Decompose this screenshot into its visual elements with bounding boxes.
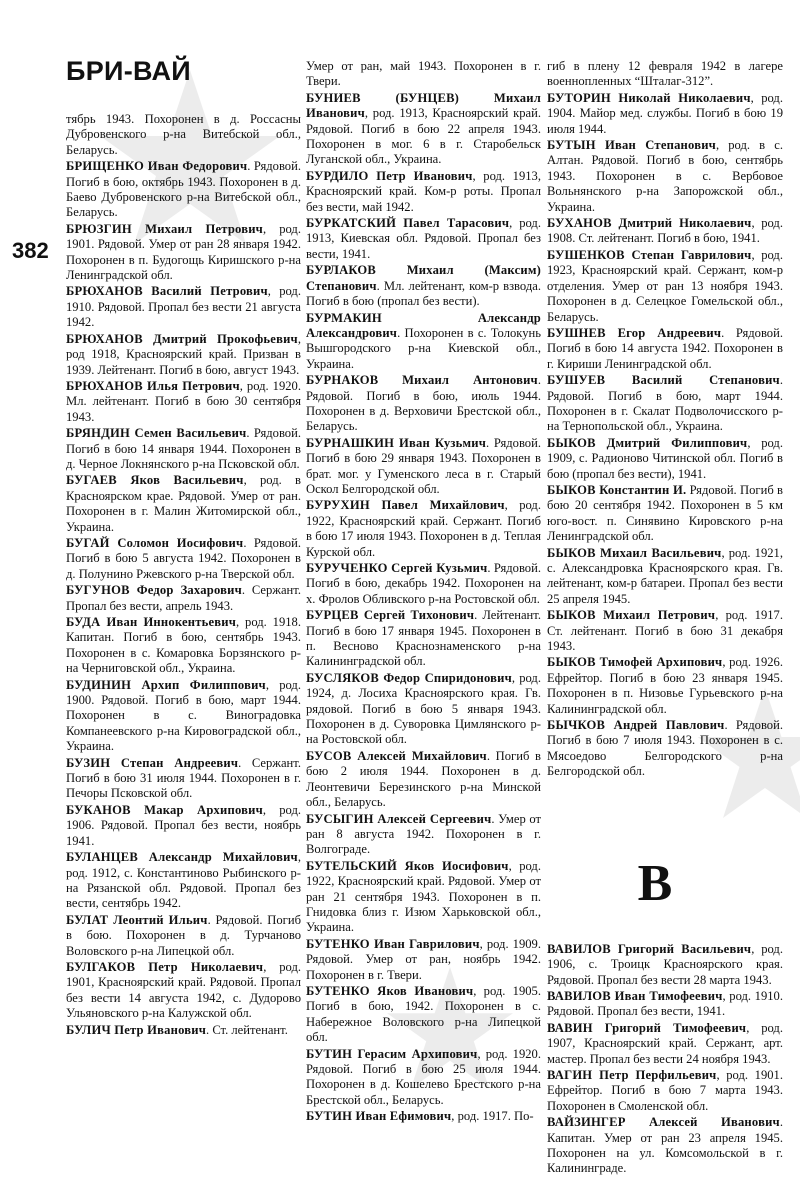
entry-text: . Рядовой. Погиб в бою 5 августа 1942. Похоронен в д. Полунино Ржевского р-на Тверской обл.: [66, 536, 301, 581]
entry-name: БУТЕЛЬСКИЙ Яков Иосифович: [306, 859, 509, 873]
entry: [66, 284, 301, 330]
entry-name: БЫКОВ Тимофей Архипович: [547, 655, 722, 669]
entry-name: БУШУЕВ Василий Степанович: [547, 373, 780, 387]
entry-text: , род. 1926. Ефрейтор. Погиб в бою 23 января 1945. Похоронен в п. Низовье Гурьевского р-на Калининградской обл.: [547, 655, 783, 715]
text-column-3: [547, 59, 783, 1178]
entry-text: гиб в плену 12 февраля 1942 в лагере военнопленных “Шталаг-312”.: [547, 59, 783, 88]
entry: [547, 91, 783, 137]
entry-text: . Рядовой. Погиб в бою 29 января 1943. Похоронен в брат. мог. у Гуменского леса в г. Старый Оскол Белгородской обл.: [306, 436, 541, 496]
entry: [306, 1109, 541, 1124]
entry-name: БУЛАТ Леонтий Ильич: [66, 913, 208, 927]
entry-name: БУТЫН Иван Степанович: [547, 138, 716, 152]
entry-text: . Мл. лейтенант, ком-р взвода. Погиб в бою (пропал без вести).: [306, 279, 541, 308]
entry-text: , род. 1917. Ст. лейтенант. Погиб в бою 31 декабря 1943.: [547, 608, 783, 653]
entry: [547, 248, 783, 325]
entry-text: , род. 1917. По-: [451, 1109, 533, 1123]
entry-name: БЫКОВ Михаил Петрович: [547, 608, 715, 622]
entry-text: тябрь 1943. Похоронен в д. Россасны Дубровенского р-на Витебской обл., Беларусь.: [66, 112, 301, 157]
entry-text: . Лейтенант. Погиб в бою 17 января 1945. Похоронен в п. Весново Краснознаменского р-на Калининградской обл.: [306, 608, 541, 668]
entry-text: . Рядовой. Погиб в бою 7 июля 1943. Похоронен в с. Мясоедово Белгородского р-на Белгородской обл.: [547, 718, 783, 778]
entry: [66, 379, 301, 425]
entry-name: БУТИН Герасим Архипович: [306, 1047, 477, 1061]
entry-text: , род. 1923, Красноярский край. Сержант, ком-р отделения. Умер от ран 13 ноября 1943. Похоронен в д. Селецкое Гомельской обл., Беларусь.: [547, 248, 783, 324]
entry: [547, 326, 783, 372]
entry-name: БРЯНДИН Семен Васильевич: [66, 426, 246, 440]
entry: [547, 1021, 783, 1067]
entry-name: БУСЛЯКОВ Федор Спиридонович: [306, 671, 512, 685]
entry-name: ВАЙЗИНГЕР Алексей Иванович: [547, 1115, 780, 1129]
entry-text: . Сержант. Пропал без вести, апрель 1943.: [66, 583, 301, 612]
entry-text: Рядовой. Погиб в бою 20 сентября 1942. Похоронен в 5 км юго-вост. п. Синявино Кировского р-на Ленинградской обл.: [547, 483, 783, 543]
entry-text: . Рядовой. Погиб в бою, март 1944. Похоронен в г. Скалат Подволочисского р-на Тернопольской обл., Украина.: [547, 373, 783, 433]
entry-name: БУГАЕВ Яков Васильевич: [66, 473, 244, 487]
entry: [547, 59, 783, 90]
entry: [306, 311, 541, 373]
entry-name: БЫКОВ Михаил Васильевич: [547, 546, 721, 560]
entry-text: , род. в с. Алтан. Рядовой. Погиб в бою, сентябрь 1943. Похоронен в с. Вербовое Вольнянского р-на Запорожской обл., Украина.: [547, 138, 783, 214]
entry: [66, 583, 301, 614]
entry-name: БУРНАКОВ Михаил Антонович: [306, 373, 538, 387]
entry-name: БУГУНОВ Федор Захарович: [66, 583, 242, 597]
entry-text: , род. 1909, с. Радионово Читинской обл. Погиб в бою (пропал без вести), 1941.: [547, 436, 783, 481]
entry: [66, 112, 301, 158]
entry: [66, 615, 301, 677]
section-letter-heading: В: [527, 858, 783, 910]
entry: [66, 426, 301, 472]
entry: [66, 536, 301, 582]
entry-name: БЫКОВ Константин И.: [547, 483, 686, 497]
entry: [306, 749, 541, 811]
entry-text: . Умер от ран 8 августа 1942. Похоронен в г. Волгограде.: [306, 812, 541, 857]
entry-name: БУЗИН Степан Андреевич: [66, 756, 238, 770]
entry-name: БЫКОВ Дмитрий Филиппович: [547, 436, 747, 450]
entry-name: БУНИЕВ (БУНЦЕВ) Михаил Иванович: [306, 91, 541, 120]
entry-text: , род. 1904. Майор мед. службы. Погиб в бою 19 июля 1944.: [547, 91, 783, 136]
entry-text: . Капитан. Умер от ран 23 апреля 1945. Похоронен на ул. Комсомольской в г. Калининграде.: [547, 1115, 783, 1175]
entry-text: , род. 1906. Рядовой. Пропал без вести, ноябрь 1941.: [66, 803, 301, 848]
running-head: БРИ-ВАЙ: [66, 56, 191, 87]
entry-name: БУТОРИН Николай Николаевич: [547, 91, 751, 105]
entry: [306, 263, 541, 309]
entry-name: ВАВИЛОВ Иван Тимофеевич: [547, 989, 723, 1003]
entry: [66, 850, 301, 912]
entry-text: , род. 1913, Красноярский край. Ком-р роты. Пропал без вести, май 1942.: [306, 169, 541, 214]
entry: [306, 1047, 541, 1109]
entry-text: , род. 1901. Рядовой. Умер от ран 28 января 1942. Похоронен в п. Будогощь Киришского р-на Ленинградской обл.: [66, 222, 301, 282]
entry: [66, 332, 301, 378]
entry-name: БРЮХАНОВ Василий Петрович: [66, 284, 268, 298]
entry: [547, 546, 783, 608]
entry-name: БУРКАТСКИЙ Павел Тарасович: [306, 216, 509, 230]
entry-name: БУТЕНКО Иван Гаврилович: [306, 937, 480, 951]
entry: [306, 59, 541, 90]
entry-text: , род. 1900. Рядовой. Погиб в бою, март 1944. Похоронен в с. Виноградовка Компанеевского р-на Кировоградской обл., Украина.: [66, 678, 301, 754]
entry: [306, 608, 541, 670]
entry-text: , род. 1905. Погиб в бою, 1942. Похоронен в с. Набережное Воловского р-на Липецкой обл.: [306, 984, 541, 1044]
entry: [66, 159, 301, 221]
entry-text: . Рядовой. Погиб в бою 14 августа 1942. Похоронен в г. Кириши Ленинградской обл.: [547, 326, 783, 371]
entry-text: , род. 1901, Красноярский край. Рядовой. Пропал без вести 14 августа 1942, с. Дудорово Ульяновского р-на Калужской обл.: [66, 960, 301, 1020]
entry-text: , род. 1910. Рядовой. Пропал без вести 21 августа 1942.: [66, 284, 301, 329]
entry: [306, 498, 541, 560]
entry: [66, 960, 301, 1022]
entry: [306, 859, 541, 936]
entry-name: БУХАНОВ Дмитрий Николаевич: [547, 216, 751, 230]
entry-name: БУРНАШКИН Иван Кузьмич: [306, 436, 486, 450]
entry-name: БУСОВ Алексей Михайлович: [306, 749, 487, 763]
entry-name: БУДИНИН Архип Филиппович: [66, 678, 266, 692]
entry: [547, 373, 783, 435]
entry-name: ВАВИЛОВ Григорий Васильевич: [547, 942, 751, 956]
entry-text: , род. 1922, Красноярский край. Рядовой. Умер от ран 21 сентября 1943. Похоронен в п. Гнидовка близ г. Изюм Харьковской обл., Украина.: [306, 859, 541, 935]
entry-text: , род. в Красноярском крае. Рядовой. Умер от ран. Похоронен в г. Малин Житомирской обл., Украина.: [66, 473, 301, 533]
entry: [547, 942, 783, 988]
entry-name: БЫЧКОВ Андрей Павлович: [547, 718, 724, 732]
text-column-1: [66, 112, 301, 1039]
entry: [547, 483, 783, 545]
entry-name: ВАВИН Григорий Тимофеевич: [547, 1021, 746, 1035]
entry-name: БУДА Иван Иннокентьевич: [66, 615, 236, 629]
entry-text: , род. 1906, с. Троицк Красноярского края. Рядовой. Пропал без вести 28 марта 1943.: [547, 942, 783, 987]
entry-text: , род. 1924, д. Лосиха Красноярского края. Гв. рядовой. Погиб в бою 5 января 1943. Похоронен в д. Суворовка Цимлянского р-на Ростовской обл.: [306, 671, 541, 747]
entry: [66, 678, 301, 755]
entry-text: . Рядовой. Погиб в бою. Похоронен в д. Турчаново Воловского р-на Липецкой обл.: [66, 913, 301, 958]
entry-name: БРИЩЕНКО Иван Федорович: [66, 159, 247, 173]
entry-name: БУРУХИН Павел Михайлович: [306, 498, 505, 512]
entry: [547, 436, 783, 482]
entry-name: БРЮХАНОВ Дмитрий Прокофьевич: [66, 332, 298, 346]
entry: [306, 91, 541, 168]
entry: [66, 1023, 301, 1038]
entry-text: , род. 1909. Рядовой. Умер от ран, ноябрь 1942. Похоронен в г. Твери.: [306, 937, 541, 982]
entry-text: . Рядовой. Погиб в бою, июль 1944. Похоронен в д. Верховичи Брестской обл., Беларусь.: [306, 373, 541, 433]
entry-name: БУЛГАКОВ Петр Николаевич: [66, 960, 263, 974]
entry-name: БУГАЙ Соломон Иосифович: [66, 536, 243, 550]
entry-name: БУРЦЕВ Сергей Тихонович: [306, 608, 474, 622]
entry-text: , род. 1901. Ефрейтор. Погиб в бою 7 марта 1943. Похоронен в Смоленской обл.: [547, 1068, 783, 1113]
page-number: 382: [12, 238, 49, 264]
entry-text: , род. 1910. Рядовой. Пропал без вести, 1941.: [547, 989, 783, 1018]
entry-name: БУКАНОВ Макар Архипович: [66, 803, 263, 817]
entry-name: БРЮЗГИН Михаил Петрович: [66, 222, 263, 236]
entry: [66, 222, 301, 284]
entry: [547, 655, 783, 717]
entry-text: . Рядовой. Погиб в бою, октябрь 1943. Похоронен в д. Баево Дубровенского р-на Витебской обл., Беларусь.: [66, 159, 301, 219]
entry: [306, 984, 541, 1046]
entry-text: , род. 1918. Капитан. Погиб в бою, сентябрь 1943. Похоронен в с. Комаровка Борзянского р-на Черниговской обл., Украина.: [66, 615, 301, 675]
entry-text: , род 1918, Красноярский край. Призван в 1939. Лейтенант. Погиб в бою, август 1943.: [66, 332, 301, 377]
entry-name: БУШНЕВ Егор Андреевич: [547, 326, 721, 340]
entry-text: . Ст. лейтенант.: [206, 1023, 288, 1037]
entry: [547, 989, 783, 1020]
entry-text: , род. 1913, Киевская обл. Рядовой. Пропал без вести, 1941.: [306, 216, 541, 261]
entry-text: , род. 1920. Рядовой. Погиб в бою 25 июля 1944. Похоронен в д. Кошелево Брестского р-на Брестской обл., Беларусь.: [306, 1047, 541, 1107]
entry-text: . Сержант. Погиб в бою 31 июля 1944. Похоронен в г. Печоры Псковской обл.: [66, 756, 301, 801]
entry: [66, 756, 301, 802]
entry: [306, 373, 541, 435]
entry-text: , род. 1912, с. Константиново Рыбинского р-на Рязанской обл. Рядовой. Пропал без вести, сентябрь 1942.: [66, 850, 301, 910]
entry-text: , род. 1922, Красноярский край. Сержант. Погиб в бою 17 июля 1943. Похоронен в д. Теплая Курской обл.: [306, 498, 541, 558]
entry: [547, 1115, 783, 1177]
entry-text: . Рядовой. Погиб в бою, декабрь 1942. Похоронен на х. Фролов Обливского р-на Ростовской обл.: [306, 561, 541, 606]
entry: [306, 671, 541, 748]
entry-name: ВАГИН Петр Перфильевич: [547, 1068, 717, 1082]
entry-name: БУТИН Иван Ефимович: [306, 1109, 451, 1123]
entry-text: , род. 1907, Красноярский край. Сержант, арт. мастер. Пропал без вести 24 ноября 1943.: [547, 1021, 783, 1066]
entry: [306, 561, 541, 607]
entry: [306, 812, 541, 858]
entry-name: БУСЫГИН Алексей Сергеевич: [306, 812, 491, 826]
entry: [306, 216, 541, 262]
entry-text: , род. 1921, с. Александровка Красноярского края. Гв. лейтенант, ком-р батареи. Пропал без вести 25 апреля 1945.: [547, 546, 783, 606]
entry: [547, 1068, 783, 1114]
entry-name: БРЮХАНОВ Илья Петрович: [66, 379, 240, 393]
entry: [306, 169, 541, 215]
entry-name: БУРМАКИН Александр Александрович: [306, 311, 541, 340]
entry-name: БУРЛАКОВ Михаил (Максим) Степанович: [306, 263, 541, 292]
entry-text: . Похоронен в с. Толокунь Вышгородского р-на Киевской обл., Украина.: [306, 326, 541, 371]
entry-name: БУРДИЛО Петр Иванович: [306, 169, 473, 183]
entry: [547, 138, 783, 215]
entry-text: , род. 1908. Ст. лейтенант. Погиб в бою, 1941.: [547, 216, 783, 245]
entry: [306, 937, 541, 983]
entry-text: , род. 1913, Красноярский край. Рядовой. Погиб в бою 22 апреля 1943. Похоронен в мог. 6 в г. Старобельск Луганской обл., Украина.: [306, 106, 541, 166]
entry-text: . Рядовой. Погиб в бою 14 января 1944. Похоронен в д. Черное Локнянского р-на Псковской обл.: [66, 426, 301, 471]
entry: [66, 913, 301, 959]
text-column-2: [306, 59, 541, 1126]
entry-name: БУТЕНКО Яков Иванович: [306, 984, 473, 998]
entry-text: , род. 1920. Мл. лейтенант. Погиб в бою 30 сентября 1943.: [66, 379, 301, 424]
entry: [547, 608, 783, 654]
entry: [66, 473, 301, 535]
entry: [66, 803, 301, 849]
entry-name: БУРУЧЕНКО Сергей Кузьмич: [306, 561, 487, 575]
entry-name: БУЛАНЦЕВ Александр Михайлович: [66, 850, 298, 864]
entry-name: БУЛИЧ Петр Иванович: [66, 1023, 206, 1037]
entry-name: БУШЕНКОВ Степан Гаврилович: [547, 248, 751, 262]
entry-text: Умер от ран, май 1943. Похоронен в г. Твери.: [306, 59, 541, 88]
entry: [547, 718, 783, 780]
entry: [547, 216, 783, 247]
entry-text: . Погиб в бою 2 июля 1944. Похоронен в д. Леонтевичи Березинского р-на Минской обл., Беларусь.: [306, 749, 541, 809]
entry: [306, 436, 541, 498]
